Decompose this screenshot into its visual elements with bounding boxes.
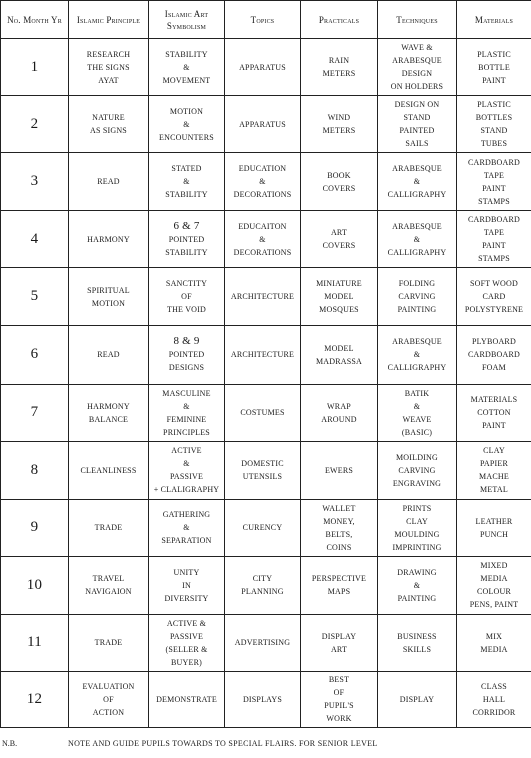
- cell-principle: [69, 326, 149, 384]
- cell-text: FOLDING: [398, 279, 436, 289]
- cell-symbolism: [149, 326, 225, 384]
- cell-text: PERSPECTIVE: [311, 574, 367, 584]
- cell-principle: [69, 441, 149, 499]
- cell-text: DIVERSITY: [164, 593, 209, 603]
- cell-symbolism: [149, 671, 225, 727]
- cell-practicals: [301, 441, 378, 499]
- cell-text: BOTTLES: [475, 113, 513, 123]
- cell-principle: [69, 499, 149, 556]
- cell-practicals: [301, 153, 378, 211]
- cell-techniques: [378, 153, 457, 211]
- header-topics: Topics: [225, 1, 301, 39]
- cell-text: RAIN: [328, 56, 350, 66]
- cell-text: STABILITY: [165, 190, 208, 200]
- cell-text: THE SIGNS: [87, 62, 130, 72]
- cell-text: FEMININE: [166, 414, 207, 424]
- cell-text: &: [183, 459, 190, 469]
- row-number: 9: [1, 499, 69, 556]
- cell-topics: [225, 671, 301, 727]
- cell-text: PRINCIPLES: [163, 427, 210, 437]
- cell-materials: [457, 268, 531, 326]
- cell-text: CLAY: [406, 516, 428, 526]
- header-techniques: Techniques: [378, 1, 457, 39]
- cell-materials: [457, 671, 531, 727]
- cell-text: CARDBOARD: [467, 157, 521, 167]
- cell-text: PUPIL'S: [324, 701, 354, 711]
- cell-text: READ: [97, 350, 120, 360]
- cell-text: &: [259, 234, 266, 244]
- row-number: 5: [1, 268, 69, 326]
- row-number: 1: [1, 39, 69, 96]
- table-row: [1, 268, 531, 326]
- cell-text: PAINT: [482, 421, 506, 431]
- cell-text: DESIGN ON: [394, 100, 440, 110]
- cell-text: CALLIGRAPHY: [387, 363, 447, 373]
- cell-text: SANCTITY: [165, 279, 208, 289]
- cell-text: WIND: [327, 113, 351, 123]
- cell-text: STAND: [403, 113, 431, 123]
- cell-techniques: [378, 268, 457, 326]
- cell-text: DISPLAY: [399, 694, 435, 704]
- cell-symbolism: [149, 211, 225, 268]
- cell-text: COVERS: [322, 241, 356, 251]
- cell-text: TRADE: [94, 638, 123, 648]
- table-row: [1, 96, 531, 153]
- cell-practicals: [301, 499, 378, 556]
- cell-text: MOULDING: [394, 529, 440, 539]
- cell-text: BOTTLE: [478, 62, 510, 72]
- cell-text: STATED: [171, 164, 202, 174]
- cell-text: PAINT: [482, 75, 506, 85]
- cell-practicals: [301, 614, 378, 671]
- cell-materials: [457, 39, 531, 96]
- header-symbolism: Islamic Art Symbolism: [149, 1, 225, 39]
- cell-topics: [225, 499, 301, 556]
- cell-text: POINTED: [168, 234, 205, 244]
- cell-text: HARMONY: [87, 401, 130, 411]
- cell-text: IMPRINTING: [392, 542, 442, 552]
- cell-text: HALL: [482, 694, 506, 704]
- cell-topics: [225, 326, 301, 384]
- cell-topics: [225, 268, 301, 326]
- cell-text: DEMONSTRATE: [156, 694, 217, 704]
- cell-principle: [69, 614, 149, 671]
- cell-text: &: [413, 401, 421, 411]
- cell-text: MODEL: [324, 343, 354, 353]
- cell-text: MOVEMENT: [162, 75, 211, 85]
- cell-text: ARABESQUE: [392, 337, 442, 347]
- cell-text: CALLIGRAPHY: [387, 247, 447, 257]
- cell-text: EWERS: [324, 465, 354, 475]
- cell-text: COLOUR: [476, 587, 512, 597]
- table-row: [1, 39, 531, 96]
- cell-text: ON HOLDERS: [390, 82, 444, 92]
- cell-text: ARABESQUE: [392, 56, 442, 66]
- cell-text: LEATHER: [475, 516, 513, 526]
- cell-text: CALLIGRAPHY: [387, 190, 447, 200]
- footnote: [0, 737, 531, 751]
- cell-principle: [69, 211, 149, 268]
- footnote-label: N.B.: [2, 739, 18, 748]
- cell-text: PASSIVE: [169, 631, 204, 641]
- cell-symbolism: [149, 441, 225, 499]
- cell-text: &: [183, 62, 190, 72]
- cell-text: MEDIA: [480, 644, 508, 654]
- cell-text: MADRASSA: [315, 356, 363, 366]
- cell-principle: [69, 96, 149, 153]
- cell-principle: [69, 39, 149, 96]
- cell-text: IN: [182, 580, 191, 590]
- cell-principle: [69, 268, 149, 326]
- cell-text: PLASTIC: [477, 49, 511, 59]
- cell-text: DISPLAY: [321, 631, 357, 641]
- table-row: [1, 671, 531, 727]
- header-principle: Islamic Principle: [69, 1, 149, 39]
- cell-text: PUNCH: [479, 529, 509, 539]
- cell-text: DECORATIONS: [233, 247, 292, 257]
- cell-materials: [457, 153, 531, 211]
- cell-text: NAVIGAION: [85, 587, 132, 597]
- cell-text: STABILITY: [165, 49, 208, 59]
- cell-materials: [457, 499, 531, 556]
- cell-practicals: [301, 384, 378, 441]
- cell-text: METERS: [322, 69, 356, 79]
- cell-text: &: [183, 523, 190, 533]
- cell-text: HARMONY: [87, 234, 130, 244]
- cell-text: CURENCY: [242, 523, 283, 533]
- cell-text: WRAP: [327, 401, 351, 411]
- cell-text: CORRIDOR: [472, 707, 516, 717]
- header-practicals: Practicals: [301, 1, 378, 39]
- cell-text: METERS: [322, 126, 356, 136]
- cell-text: TRADE: [94, 523, 123, 533]
- cell-text: COVERS: [322, 183, 356, 193]
- footnote-text: NOTE AND GUIDE PUPILS TOWARDS TO SPECIAL FLAIRS. FOR SENIOR LEVEL: [68, 739, 378, 748]
- cell-text: TAPE: [483, 228, 505, 238]
- cell-text: AROUND: [321, 414, 357, 424]
- cell-text: APPARATUS: [239, 62, 286, 72]
- cell-text: DRAWING: [397, 567, 437, 577]
- cell-text: RESEARCH: [86, 49, 131, 59]
- cell-text: ACTION: [92, 707, 125, 717]
- cell-techniques: [378, 441, 457, 499]
- cell-text: CLAY: [483, 446, 505, 456]
- cell-text: SEPARATION: [161, 536, 212, 546]
- cell-text: 6 & 7: [173, 219, 200, 232]
- cell-text: &: [413, 350, 421, 360]
- cell-text: PLANNING: [241, 587, 284, 597]
- cell-text: MOTION: [169, 106, 204, 116]
- cell-text: STAMPS: [478, 254, 510, 264]
- cell-text: COSTUMES: [240, 408, 285, 418]
- cell-text: COINS: [326, 542, 352, 552]
- cell-text: PAINTED: [399, 126, 435, 136]
- cell-text: ARCHITECTURE: [230, 350, 295, 360]
- cell-text: OF: [103, 694, 114, 704]
- cell-symbolism: [149, 153, 225, 211]
- cell-text: BUYER): [171, 657, 202, 667]
- cell-text: TUBES: [480, 139, 508, 149]
- cell-topics: [225, 556, 301, 614]
- cell-text: &: [259, 177, 266, 187]
- cell-text: TAPE: [483, 170, 505, 180]
- cell-topics: [225, 441, 301, 499]
- cell-techniques: [378, 211, 457, 268]
- cell-topics: [225, 39, 301, 96]
- cell-techniques: [378, 39, 457, 96]
- cell-text: POINTED: [168, 350, 205, 360]
- cell-practicals: [301, 671, 378, 727]
- cell-text: CARVING: [398, 292, 436, 302]
- cell-practicals: [301, 39, 378, 96]
- cell-text: MAPS: [327, 587, 351, 597]
- cell-text: ARABESQUE: [392, 164, 442, 174]
- cell-text: SPIRITUAL: [87, 285, 130, 295]
- cell-text: (SELLER &: [165, 644, 208, 654]
- cell-text: &: [413, 580, 421, 590]
- cell-principle: [69, 384, 149, 441]
- cell-text: CARVING: [398, 465, 436, 475]
- cell-text: WAVE &: [401, 43, 433, 53]
- cell-text: THE VOID: [166, 305, 206, 315]
- row-number: 3: [1, 153, 69, 211]
- cell-techniques: [378, 556, 457, 614]
- cell-text: ARCHITECTURE: [230, 292, 295, 302]
- cell-text: &: [183, 119, 190, 129]
- cell-text: DESIGN: [401, 69, 433, 79]
- cell-symbolism: [149, 268, 225, 326]
- cell-text: MOSQUES: [319, 305, 359, 315]
- row-number: 10: [1, 556, 69, 614]
- cell-topics: [225, 211, 301, 268]
- cell-text: BATIK: [404, 388, 430, 398]
- cell-text: DESIGNS: [168, 363, 205, 373]
- cell-techniques: [378, 671, 457, 727]
- cell-text: EDUCAITON: [238, 221, 287, 231]
- cell-text: SOFT WOOD: [470, 279, 518, 289]
- cell-text: CLASS: [481, 681, 507, 691]
- cell-text: AS SIGNS: [90, 126, 127, 136]
- cell-text: ENGRAVING: [392, 478, 442, 488]
- cell-practicals: [301, 326, 378, 384]
- cell-text: &: [413, 177, 421, 187]
- row-number: 7: [1, 384, 69, 441]
- cell-symbolism: [149, 499, 225, 556]
- cell-text: EVALUATION: [82, 681, 135, 691]
- row-number: 6: [1, 326, 69, 384]
- cell-text: COTTON: [477, 408, 511, 418]
- cell-text: PAINTING: [397, 593, 437, 603]
- cell-topics: [225, 96, 301, 153]
- cell-text: WEAVE: [402, 414, 432, 424]
- header-row: [1, 1, 531, 39]
- cell-materials: [457, 614, 531, 671]
- cell-text: DISPLAYS: [242, 694, 283, 704]
- cell-practicals: [301, 211, 378, 268]
- cell-principle: [69, 671, 149, 727]
- table-row: [1, 499, 531, 556]
- table-body: [1, 1, 531, 728]
- cell-text: DOMESTIC: [241, 459, 284, 469]
- cell-text: APPARATUS: [239, 119, 286, 129]
- cell-text: CLEANLINESS: [80, 465, 137, 475]
- cell-topics: [225, 614, 301, 671]
- table-row: [1, 556, 531, 614]
- cell-text: PAPIER: [479, 459, 509, 469]
- cell-text: + CLALIGRAPHY: [153, 485, 220, 495]
- cell-materials: [457, 556, 531, 614]
- cell-text: CITY: [252, 574, 273, 584]
- cell-text: PASSIVE: [169, 472, 204, 482]
- table-row: [1, 326, 531, 384]
- cell-text: WORK: [326, 714, 352, 724]
- cell-symbolism: [149, 96, 225, 153]
- cell-text: &: [183, 177, 190, 187]
- header-materials: Materials: [457, 1, 531, 39]
- cell-text: &: [183, 401, 190, 411]
- cell-techniques: [378, 326, 457, 384]
- cell-text: UTENSILS: [242, 472, 283, 482]
- cell-text: ART: [330, 644, 348, 654]
- cell-text: STAND: [480, 126, 508, 136]
- cell-text: GATHERING: [162, 510, 211, 520]
- table-row: [1, 211, 531, 268]
- cell-text: MIX: [485, 631, 503, 641]
- cell-techniques: [378, 499, 457, 556]
- cell-text: TRAVEL: [92, 574, 125, 584]
- row-number: 2: [1, 96, 69, 153]
- cell-text: BALANCE: [88, 414, 129, 424]
- cell-text: MASCULINE: [162, 388, 211, 398]
- cell-text: MOILDING: [395, 452, 439, 462]
- cell-text: MEDIA: [480, 574, 508, 584]
- cell-text: CARDBOARD: [467, 350, 521, 360]
- cell-text: BEST: [328, 675, 350, 685]
- cell-text: STAMPS: [478, 196, 510, 206]
- cell-materials: [457, 384, 531, 441]
- cell-symbolism: [149, 556, 225, 614]
- table-row: [1, 614, 531, 671]
- table-row: [1, 384, 531, 441]
- row-number: 12: [1, 671, 69, 727]
- cell-practicals: [301, 268, 378, 326]
- cell-text: PRINTS: [402, 503, 432, 513]
- cell-text: UNITY: [173, 567, 200, 577]
- cell-text: CARD: [482, 292, 506, 302]
- cell-practicals: [301, 556, 378, 614]
- cell-text: READ: [97, 177, 120, 187]
- cell-text: NATURE: [92, 113, 125, 123]
- cell-text: OF: [333, 688, 345, 698]
- cell-text: PENS, PAINT: [469, 600, 519, 610]
- cell-text: OF: [181, 292, 192, 302]
- cell-practicals: [301, 96, 378, 153]
- cell-text: ENCOUNTERS: [159, 132, 214, 142]
- cell-text: PAINTING: [397, 305, 437, 315]
- cell-text: DECORATIONS: [233, 190, 292, 200]
- cell-text: EDUCATION: [238, 164, 287, 174]
- cell-text: SKILLS: [402, 644, 432, 654]
- cell-text: (BASIC): [401, 427, 433, 437]
- cell-text: MONEY,: [323, 516, 355, 526]
- cell-topics: [225, 153, 301, 211]
- cell-techniques: [378, 384, 457, 441]
- cell-text: MOTION: [91, 298, 126, 308]
- row-number: 8: [1, 441, 69, 499]
- cell-text: PAINT: [482, 241, 506, 251]
- cell-text: MODEL: [324, 292, 354, 302]
- cell-materials: [457, 96, 531, 153]
- row-number: 11: [1, 614, 69, 671]
- cell-text: &: [413, 234, 421, 244]
- cell-materials: [457, 326, 531, 384]
- cell-topics: [225, 384, 301, 441]
- cell-text: MACHE: [479, 472, 509, 482]
- cell-text: ART: [330, 228, 348, 238]
- cell-text: BELTS,: [325, 529, 353, 539]
- row-number: 4: [1, 211, 69, 268]
- cell-text: FOAM: [482, 363, 506, 373]
- cell-text: ACTIVE &: [166, 618, 207, 628]
- cell-text: ACTIVE: [171, 446, 202, 456]
- cell-text: 8 & 9: [173, 335, 200, 348]
- header-number: No. Month Yr: [1, 1, 69, 39]
- cell-symbolism: [149, 39, 225, 96]
- cell-text: MATERIALS: [470, 395, 518, 405]
- cell-text: SAILS: [405, 139, 429, 149]
- cell-text: CARDBOARD: [467, 215, 521, 225]
- cell-text: AYAT: [98, 75, 119, 85]
- cell-symbolism: [149, 384, 225, 441]
- cell-text: BOOK: [327, 170, 351, 180]
- cell-principle: [69, 556, 149, 614]
- cell-materials: [457, 211, 531, 268]
- cell-text: WALLET: [322, 503, 356, 513]
- cell-text: METAL: [480, 485, 508, 495]
- cell-symbolism: [149, 614, 225, 671]
- cell-text: MINIATURE: [316, 279, 362, 289]
- cell-text: PLASTIC: [477, 100, 511, 110]
- table-row: [1, 441, 531, 499]
- cell-text: ADVERTISING: [234, 638, 291, 648]
- cell-techniques: [378, 614, 457, 671]
- table-row: [1, 153, 531, 211]
- cell-text: STABILITY: [165, 247, 208, 257]
- cell-techniques: [378, 96, 457, 153]
- cell-text: BUSINESS: [397, 631, 437, 641]
- cell-materials: [457, 441, 531, 499]
- cell-text: ARABESQUE: [392, 221, 442, 231]
- cell-text: PLYBOARD: [472, 337, 516, 347]
- cell-principle: [69, 153, 149, 211]
- cell-text: MIXED: [480, 561, 508, 571]
- cell-text: POLYSTYRENE: [464, 305, 524, 315]
- cell-text: PAINT: [482, 183, 506, 193]
